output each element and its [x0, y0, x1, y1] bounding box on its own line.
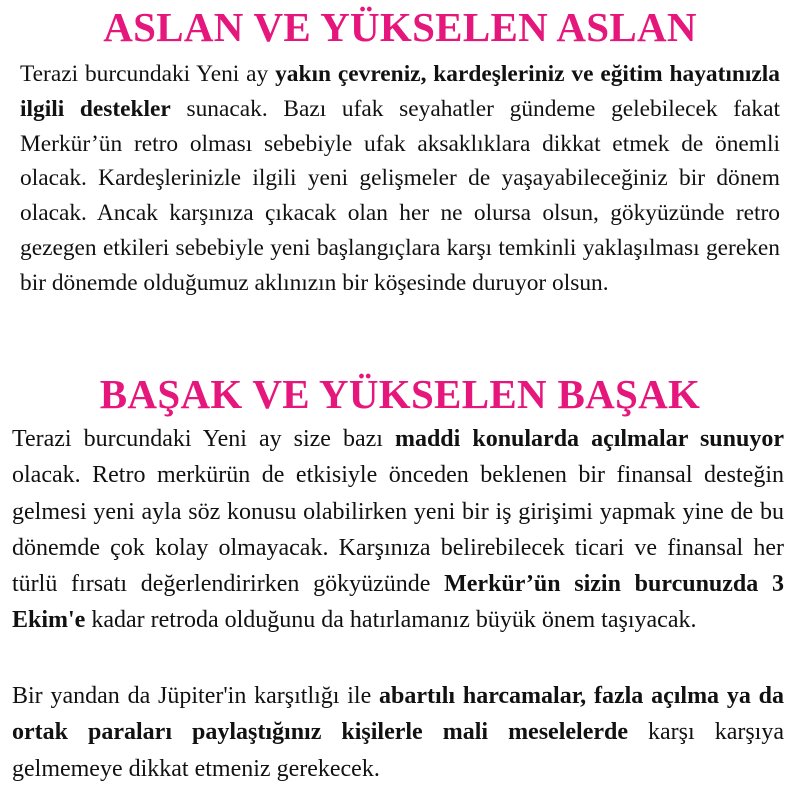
- aslan-text-2: sunacak. Bazı ufak seyahatler gündeme gelebilecek fakat Merkür’ün retro olması sebebiyle ufak aksaklıklara dikkat etmek de önemli olacak. Kardeşlerinizle ilgili yeni gelişmeler de yaşayabileceğiniz bir dönem olacak. Ancak karşınıza çıkacak olan her ne olursa olsun, gökyüzünde retro gezegen etkileri sebebiyle yeni başlangıçlara karşı temkinli yaklaşılması gereken bir dönemde olduğumuz aklınızın bir köşesinde duruyor olsun.: [20, 95, 780, 296]
- basak-p1-text-2: olacak. Retro merkürün de etkisiyle önceden beklenen bir finansal desteğin gelmesi yeni ayla söz konusu olabilirken yeni bir iş girişimi yapmak yine de bu dönemde çok kolay olmayacak. Karşınıza belirebilecek ticari ve finansal her türlü fırsatı değerlendirirken gökyüzünde: [12, 462, 784, 598]
- basak-p2-bold-1: abartılı harcamalar, fazla açılma ya da ortak paraları paylaştığınız kişilerle mali meselelerde: [12, 683, 785, 746]
- heading-aslan: ASLAN VE YÜKSELEN ASLAN: [103, 4, 697, 50]
- basak-p1-text-1: Terazi burcundaki Yeni ay size bazı: [12, 426, 395, 452]
- paragraph-aslan: [20, 57, 780, 301]
- basak-p1-text-3: kadar retroda olduğunu da hatırlamanız büyük önem taşıyacak.: [85, 607, 697, 634]
- heading-basak: BAŞAK VE YÜKSELEN BAŞAK: [99, 371, 701, 417]
- basak-p1-bold-2: Merkür’ün sizin burcunuzda 3 Ekim'e: [12, 571, 784, 634]
- paragraph-basak-1: [12, 421, 784, 639]
- paragraph-basak-2: [12, 678, 784, 787]
- aslan-bold-1: yakın çevreniz, kardeşleriniz ve eğitim hayatınızla ilgili destekler: [20, 61, 780, 122]
- basak-p1-bold-1: maddi konularda açılmalar sunuyor: [394, 426, 784, 452]
- basak-p2-text-2: karşı karşıya gelmemeye dikkat etmeniz gerekecek.: [12, 719, 784, 782]
- aslan-text-1: Terazi burcundaki Yeni ay: [20, 61, 276, 87]
- basak-p2-text-1: Bir yandan da Jüpiter'in karşıtlığı ile: [12, 683, 380, 709]
